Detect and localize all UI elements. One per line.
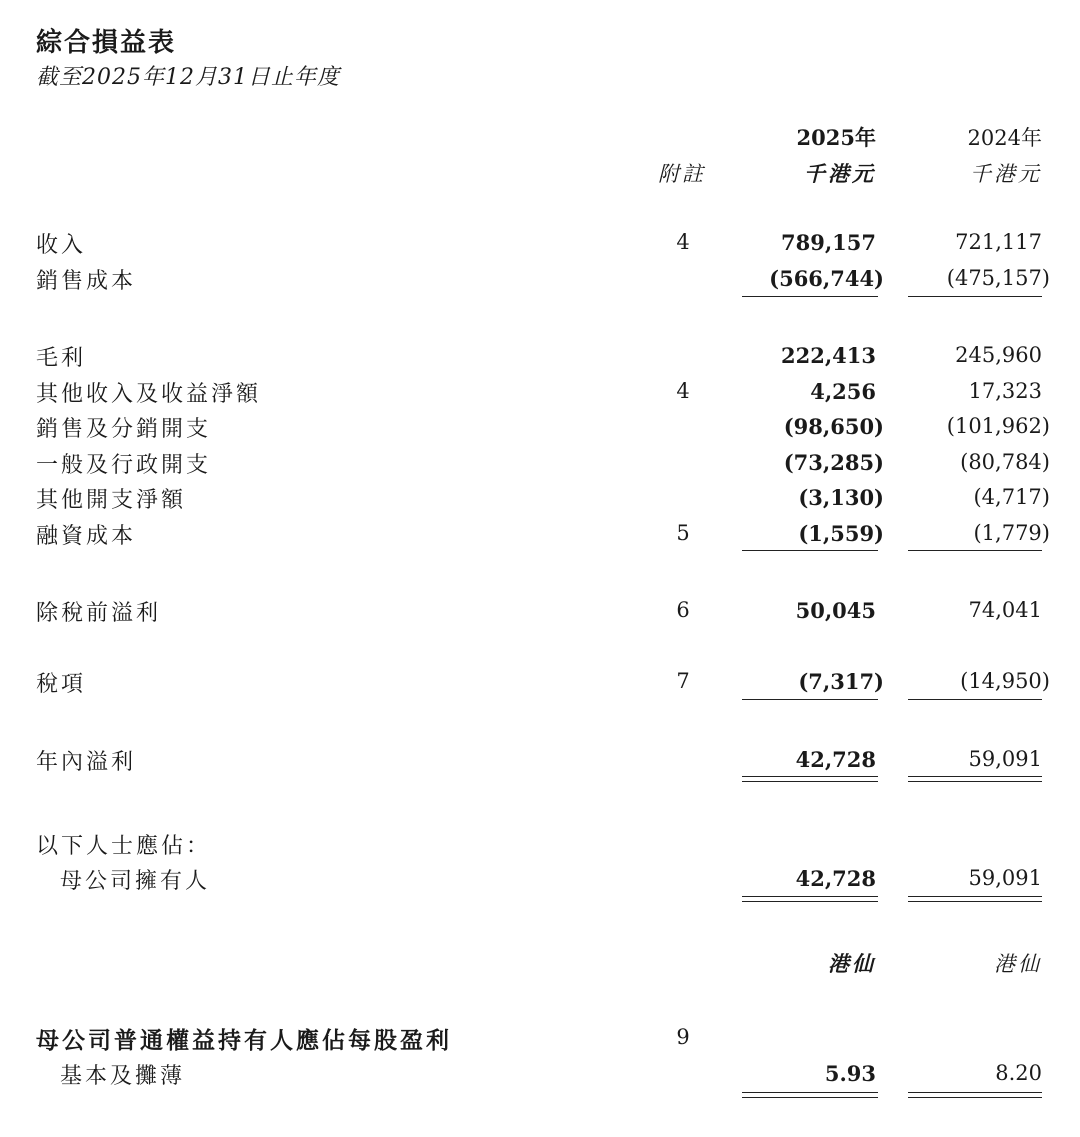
row-label-tax: 稅項 bbox=[36, 672, 87, 697]
total-rule-double bbox=[908, 776, 1042, 777]
header-current-year: 2025年 bbox=[796, 125, 876, 150]
row-note-finance-costs: 5 bbox=[676, 521, 690, 545]
row-label-attributable: 以下人士應佔： bbox=[36, 834, 212, 859]
row-note-revenue: 4 bbox=[676, 230, 690, 254]
header-prior-unit: 千港元 bbox=[970, 162, 1042, 186]
row-label-profit-for-year: 年內溢利 bbox=[36, 750, 137, 775]
row-current-revenue: 789,157 bbox=[781, 230, 876, 255]
row-note-eps: 9 bbox=[676, 1025, 690, 1049]
total-rule-double bbox=[742, 1097, 878, 1098]
header-current-unit: 千港元 bbox=[804, 161, 876, 186]
header-eps-unit-current: 港仙 bbox=[828, 951, 876, 976]
subtotal-rule bbox=[908, 699, 1042, 700]
row-prior-revenue: 721,117 bbox=[955, 230, 1042, 254]
row-note-other-income: 4 bbox=[676, 379, 690, 403]
row-current-selling-expenses: (98,650) bbox=[783, 414, 884, 439]
total-rule-double bbox=[742, 896, 878, 897]
total-rule-double bbox=[908, 896, 1042, 897]
row-prior-owners-of-parent: 59,091 bbox=[968, 866, 1042, 890]
row-current-other-expenses: (3,130) bbox=[798, 485, 884, 510]
row-label-finance-costs: 融資成本 bbox=[36, 524, 137, 549]
total-rule-double bbox=[742, 901, 878, 902]
subtotal-rule bbox=[908, 296, 1042, 297]
subtotal-rule bbox=[742, 550, 878, 551]
row-label-other-expenses: 其他開支淨額 bbox=[36, 488, 187, 513]
total-rule-double bbox=[908, 901, 1042, 902]
row-label-admin-expenses: 一般及行政開支 bbox=[36, 453, 212, 478]
row-prior-profit-before-tax: 74,041 bbox=[968, 598, 1042, 622]
total-rule-double bbox=[908, 781, 1042, 782]
header-prior-year: 2024年 bbox=[967, 126, 1042, 150]
statement-period: 截至2025年12月31日止年度 bbox=[36, 65, 340, 90]
statement-title: 綜合損益表 bbox=[36, 28, 177, 58]
row-prior-cost-of-sales: (475,157) bbox=[946, 266, 1050, 290]
row-prior-gross-profit: 245,960 bbox=[955, 343, 1042, 367]
row-current-profit-before-tax: 50,045 bbox=[795, 598, 876, 623]
row-current-eps: 5.93 bbox=[824, 1061, 876, 1086]
row-prior-other-expenses: (4,717) bbox=[973, 485, 1050, 509]
total-rule-double bbox=[742, 776, 878, 777]
row-label-owners-of-parent: 母公司擁有人 bbox=[60, 869, 211, 894]
header-eps-unit-prior: 港仙 bbox=[994, 952, 1042, 976]
row-prior-selling-expenses: (101,962) bbox=[946, 414, 1050, 438]
total-rule-double bbox=[908, 1092, 1042, 1093]
row-label-other-income: 其他收入及收益淨額 bbox=[36, 382, 262, 407]
row-prior-other-income: 17,323 bbox=[968, 379, 1042, 403]
row-note-tax: 7 bbox=[676, 669, 690, 693]
row-prior-profit-for-year: 59,091 bbox=[968, 747, 1042, 771]
subtotal-rule bbox=[742, 699, 878, 700]
row-note-profit-before-tax: 6 bbox=[676, 598, 690, 622]
row-current-cost-of-sales: (566,744) bbox=[769, 266, 884, 291]
row-label-eps-heading: 母公司普通權益持有人應佔每股盈利 bbox=[36, 1027, 452, 1054]
row-label-eps-basic-diluted: 基本及攤薄 bbox=[60, 1064, 186, 1089]
row-current-other-income: 4,256 bbox=[810, 379, 876, 404]
row-current-owners-of-parent: 42,728 bbox=[795, 866, 876, 891]
total-rule-double bbox=[742, 781, 878, 782]
total-rule-double bbox=[742, 1092, 878, 1093]
row-prior-eps: 8.20 bbox=[995, 1061, 1042, 1085]
row-label-selling-expenses: 銷售及分銷開支 bbox=[36, 417, 212, 442]
row-current-gross-profit: 222,413 bbox=[781, 343, 876, 368]
row-label-gross-profit: 毛利 bbox=[36, 346, 87, 371]
row-current-profit-for-year: 42,728 bbox=[795, 747, 876, 772]
row-current-tax: (7,317) bbox=[798, 669, 884, 694]
row-prior-tax: (14,950) bbox=[960, 669, 1050, 693]
row-prior-finance-costs: (1,779) bbox=[973, 521, 1050, 545]
row-current-admin-expenses: (73,285) bbox=[783, 450, 884, 475]
header-note: 附註 bbox=[658, 162, 706, 186]
row-current-finance-costs: (1,559) bbox=[798, 521, 884, 546]
row-label-cost-of-sales: 銷售成本 bbox=[36, 269, 137, 294]
row-label-revenue: 收入 bbox=[36, 233, 87, 258]
row-prior-admin-expenses: (80,784) bbox=[960, 450, 1050, 474]
subtotal-rule bbox=[908, 550, 1042, 551]
total-rule-double bbox=[908, 1097, 1042, 1098]
subtotal-rule bbox=[742, 296, 878, 297]
row-label-profit-before-tax: 除稅前溢利 bbox=[36, 601, 162, 626]
